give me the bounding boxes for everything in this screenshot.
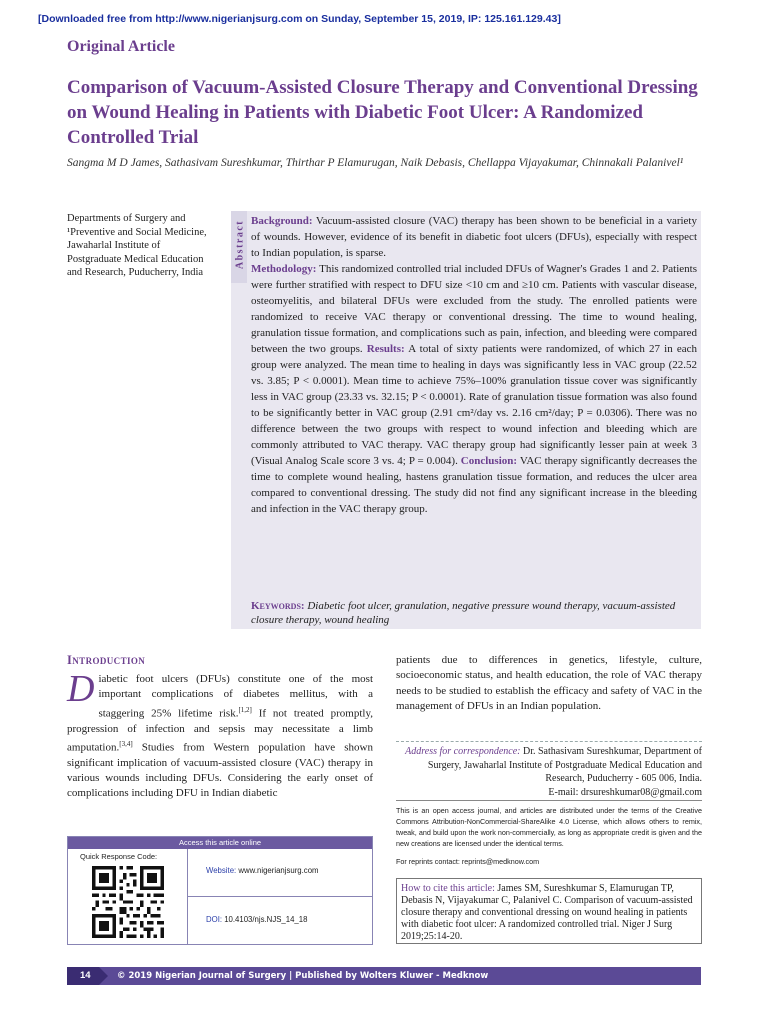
access-header: Access this article online — [68, 837, 372, 849]
website-line — [206, 866, 319, 875]
footer-chevron-icon — [99, 967, 108, 985]
qr-code-icon[interactable] — [92, 866, 164, 938]
footer-text: © 2019 Nigerian Journal of Surgery | Published by Wolters Kluwer ‑ Medknow — [117, 971, 489, 981]
website-link[interactable]: www.nigerianjsurg.com — [238, 866, 319, 875]
abstract-box — [231, 211, 701, 629]
page-number: 14 — [80, 970, 91, 981]
qr-label: Quick Response Code: — [80, 852, 158, 861]
qr-area — [68, 849, 188, 945]
authors: Sangma M D James, Sathasivam Sureshkumar, Thirthar P Elamurugan, Naik Debasis, Chellappa Vijayakumar, Chinnakali Palanivel¹ — [67, 157, 684, 169]
reprints-contact: For reprints contact: reprints@medknow.com — [396, 857, 540, 866]
results-heading: Results: — [366, 343, 405, 355]
section-label: Original Article — [67, 38, 175, 55]
methodology-heading: Methodology: — [251, 263, 317, 275]
drop-cap: D — [67, 668, 95, 710]
doi-line — [206, 915, 307, 924]
results-text: A total of sixty patients were randomized, of which 27 in each group were analyzed. The mean time to healing in days was significantly less in VAC group (22.52 vs. 3.85; P < 0.0001). Mean time to achieve 75%–100% granulation tissue cover was significantly less in VAC group (23.33 vs. 32.15; P < 0.0001). Rate of granulation tissue formation was also found to be significantly better in VAC group (2.91 cm²/day vs. 2.16 cm²/day; P = 0.0306). There was no difference between the two groups with respect to wound infection and bleeding which are commonly attributed to VAC therapy. VAC therapy group had significantly lesser pain at week 3 (Visual Analog Scale score 3 vs. 4; P = 0.004). — [251, 343, 698, 467]
methodology-text: This randomized controlled trial included DFUs of Wagner's Grades 1 and 2. Patients were further stratified with respect to DFU size <10 cm and ≥10 cm. Patients with vascular disease, osteomyelitis, and bilateral DFUs were excluded from the study. The enrolled patients were randomized to receive VAC therapy or conventional dressing. The time to wound healing, granulation tissue formation, and complications such as pain, infection, and bleeding were compared between the two groups. — [251, 263, 697, 355]
doi-label: DOI: — [206, 915, 223, 924]
doi-link[interactable]: 10.4103/njs.NJS_14_18 — [224, 915, 308, 924]
abstract-text — [251, 213, 697, 517]
access-article-box — [67, 836, 373, 945]
how-to-cite-box — [396, 878, 702, 944]
background-text: Vacuum‑assisted closure (VAC) therapy has been shown to be beneficial in a variety of wounds. However, evidence of its benefit in diabetic foot ulcers (DFUs), especially with respect to Indian population, is sparse. — [251, 215, 697, 259]
intro-text-b: If not treated promptly, progression of infection and sepsis may necessitate a limb amputation. — [67, 707, 373, 754]
cite-label: How to cite this article: — [401, 883, 495, 894]
intro-column-left — [67, 668, 373, 802]
conclusion-heading: Conclusion: — [460, 455, 518, 467]
abstract-side-label: Abstract — [234, 219, 246, 270]
website-label: Website: — [206, 866, 237, 875]
download-banner: [Downloaded free from http://www.nigerianjsurg.com on Sunday, September 15, 2019, IP: 125.161.129.43] — [38, 13, 561, 25]
intro-text-c: Studies from Western population have shown significant implication of vacuum‑assisted closure (VAC) therapy in various wounds including DFUs. Considering the early onset of complications including DFU in Indian diabetic — [67, 741, 373, 800]
abstract-side-tab — [231, 211, 247, 283]
affiliation: Departments of Surgery and ¹Preventive and Social Medicine, Jawaharlal Institute of Postgraduate Medical Education and Research, Puducherry, India — [67, 213, 207, 278]
keywords-heading: Keywords: — [251, 600, 305, 612]
cite-text: James SM, Sureshkumar S, Elamurugan TP, Debasis N, Vijayakumar C, Palanivel C. Comparison of vacuum‑assisted closure therapy and conventional dressing on wound healing in patients with diabetic foot ulcer: A randomized controlled trial. Niger J Surg 2019;25:14‑20. — [401, 883, 693, 942]
correspondence-label: Address for correspondence: — [405, 746, 521, 757]
introduction-heading: Introduction — [67, 653, 146, 667]
conclusion-text: VAC therapy significantly decreases the time to complete wound healing, hastens granulation tissue formation, and reduces the ulcer area compared to conventional dressing. The study did not find any significant increase in the bleeding and infection in the VAC therapy group. — [251, 455, 698, 515]
article-title: Comparison of Vacuum‑Assisted Closure Therapy and Conventional Dressing on Wound Healing in Patients with Diabetic Foot Ulcer: A Randomized Controlled Trial — [67, 77, 698, 148]
keywords — [251, 599, 697, 627]
correspondence-block — [396, 745, 702, 799]
license-text: This is an open access journal, and articles are distributed under the terms of the Creative Commons Attribution‑NonCommercial‑ShareAlike 4.0 License, which allows others to remix, tweak, and build upon the work non‑commercially, as long as appropriate credit is given and the new creations are licensed under the identical terms. — [396, 806, 702, 848]
website-area — [188, 849, 373, 897]
correspondence-text: Dr. Sathasivam Sureshkumar, Department of Surgery, Jawaharlal Institute of Postgraduate Medical Education and Research, Puducherry ‑ 605 006, India. — [427, 746, 702, 784]
citation-ref[interactable]: [3,4] — [119, 739, 133, 748]
divider — [396, 800, 702, 801]
divider — [396, 741, 702, 742]
correspondence-email[interactable]: E‑mail: drsureshkumar08@gmail.com — [548, 786, 702, 798]
intro-column-right: patients due to differences in genetics, lifestyle, culture, socioeconomic status, and health education, the role of VAC therapy needs to be studied to establish the efficacy and safety of VAC in the management of DFUs in an Indian population. — [396, 654, 702, 712]
background-heading: Background: — [251, 215, 313, 227]
intro-text-a: iabetic foot ulcers (DFUs) constitute one of the most important complications of diabetes mellitus, with a staggering 25% lifetime risk. — [98, 673, 373, 720]
keywords-text: Diabetic foot ulcer, granulation, negative pressure wound therapy, vacuum‑assisted closure therapy, wound healing — [251, 600, 676, 626]
citation-ref[interactable]: [1,2] — [238, 705, 252, 714]
